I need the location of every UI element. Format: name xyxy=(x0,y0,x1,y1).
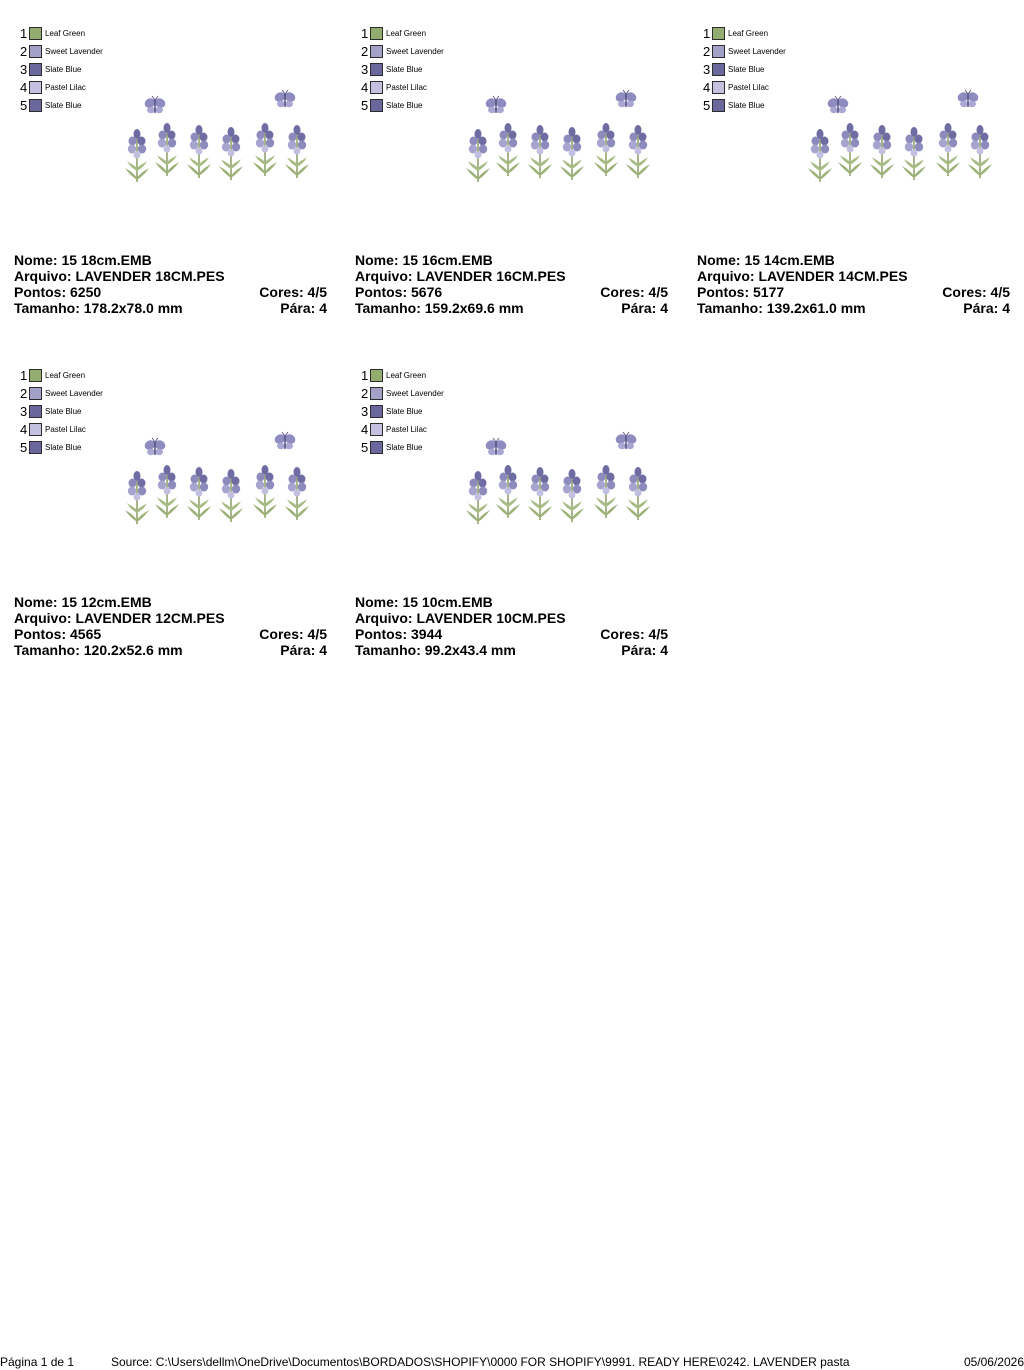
legend-number: 3 xyxy=(361,62,369,77)
legend-number: 2 xyxy=(703,44,711,59)
source-path: Source: C:\Users\dellm\OneDrive\Documentos\BORDADOS\SHOPIFY\0000 FOR SHOPIFY\9991. READY HERE\0242. LAVENDER pasta xyxy=(111,1355,850,1369)
legend-number: 5 xyxy=(361,98,369,113)
color-name: Pastel Lilac xyxy=(386,83,427,92)
lavender-embroidery-preview xyxy=(460,430,670,526)
color-swatch xyxy=(370,63,383,76)
color-swatch xyxy=(370,27,383,40)
lavender-embroidery-preview xyxy=(802,88,1012,184)
color-name: Slate Blue xyxy=(386,407,423,416)
lavender-embroidery-preview xyxy=(119,88,329,184)
legend-number: 3 xyxy=(703,62,711,77)
color-name: Leaf Green xyxy=(728,29,769,38)
color-name: Sweet Lavender xyxy=(386,389,444,398)
color-swatch xyxy=(29,405,42,418)
color-swatch xyxy=(29,45,42,58)
design-size: Tamanho: 159.2x69.6 mm xyxy=(355,300,524,316)
stop-count: Pára: 4 xyxy=(621,642,668,658)
color-name: Sweet Lavender xyxy=(45,47,103,56)
page-number: Página 1 de 1 xyxy=(0,1355,75,1369)
design-info xyxy=(14,252,327,316)
color-swatch xyxy=(29,387,42,400)
color-name: Leaf Green xyxy=(45,29,86,38)
color-name: Leaf Green xyxy=(386,371,427,380)
color-swatch xyxy=(370,423,383,436)
file-name: Arquivo: LAVENDER 16CM.PES xyxy=(355,268,566,284)
color-swatch xyxy=(29,63,42,76)
color-swatch xyxy=(712,99,725,112)
design-size: Tamanho: 178.2x78.0 mm xyxy=(14,300,183,316)
file-name: Arquivo: LAVENDER 12CM.PES xyxy=(14,610,225,626)
color-name: Slate Blue xyxy=(45,407,82,416)
stitch-count: Pontos: 6250 xyxy=(14,284,102,300)
color-name: Slate Blue xyxy=(45,101,82,110)
page-footer xyxy=(0,1354,1024,1370)
print-date: 05/06/2026 xyxy=(963,1355,1024,1369)
legend-number: 5 xyxy=(20,98,28,113)
design-name: Nome: 15 16cm.EMB xyxy=(355,252,493,268)
color-swatch xyxy=(370,81,383,94)
design-cell xyxy=(14,26,334,356)
design-cell xyxy=(355,26,675,356)
color-name: Sweet Lavender xyxy=(728,47,786,56)
file-name: Arquivo: LAVENDER 14CM.PES xyxy=(697,268,908,284)
design-cell xyxy=(697,26,1017,356)
design-name: Nome: 15 18cm.EMB xyxy=(14,252,152,268)
legend-number: 4 xyxy=(361,80,369,95)
legend-number: 4 xyxy=(361,422,369,437)
stitch-count: Pontos: 5177 xyxy=(697,284,785,300)
legend-number: 2 xyxy=(20,44,28,59)
color-name: Slate Blue xyxy=(728,65,765,74)
color-swatch xyxy=(370,405,383,418)
design-name: Nome: 15 10cm.EMB xyxy=(355,594,493,610)
color-name: Leaf Green xyxy=(45,371,86,380)
design-size: Tamanho: 99.2x43.4 mm xyxy=(355,642,516,658)
design-info xyxy=(14,594,327,658)
color-count: Cores: 4/5 xyxy=(259,284,327,300)
legend-number: 3 xyxy=(361,404,369,419)
color-count: Cores: 4/5 xyxy=(942,284,1010,300)
stop-count: Pára: 4 xyxy=(280,300,327,316)
color-name: Slate Blue xyxy=(45,65,82,74)
lavender-embroidery-preview xyxy=(460,88,670,184)
legend-number: 2 xyxy=(361,386,369,401)
color-swatch xyxy=(712,63,725,76)
legend-number: 5 xyxy=(361,440,369,455)
color-swatch xyxy=(370,99,383,112)
file-name: Arquivo: LAVENDER 18CM.PES xyxy=(14,268,225,284)
legend-number: 4 xyxy=(703,80,711,95)
color-name: Slate Blue xyxy=(728,101,765,110)
color-name: Slate Blue xyxy=(386,101,423,110)
color-swatch xyxy=(29,99,42,112)
file-name: Arquivo: LAVENDER 10CM.PES xyxy=(355,610,566,626)
color-swatch xyxy=(29,441,42,454)
color-name: Sweet Lavender xyxy=(45,389,103,398)
design-info xyxy=(355,252,668,316)
stop-count: Pára: 4 xyxy=(963,300,1010,316)
color-name: Slate Blue xyxy=(45,443,82,452)
legend-number: 1 xyxy=(361,368,369,383)
color-swatch xyxy=(370,441,383,454)
color-name: Sweet Lavender xyxy=(386,47,444,56)
color-swatch xyxy=(29,423,42,436)
stitch-count: Pontos: 3944 xyxy=(355,626,443,642)
design-name: Nome: 15 14cm.EMB xyxy=(697,252,835,268)
legend-number: 2 xyxy=(361,44,369,59)
color-swatch xyxy=(370,387,383,400)
lavender-embroidery-preview xyxy=(119,430,329,526)
color-swatch xyxy=(370,45,383,58)
stitch-count: Pontos: 4565 xyxy=(14,626,102,642)
design-info xyxy=(355,594,668,658)
color-name: Slate Blue xyxy=(386,65,423,74)
design-cell xyxy=(14,368,334,698)
color-name: Pastel Lilac xyxy=(45,425,86,434)
color-count: Cores: 4/5 xyxy=(600,284,668,300)
color-name: Pastel Lilac xyxy=(386,425,427,434)
design-name: Nome: 15 12cm.EMB xyxy=(14,594,152,610)
color-swatch xyxy=(29,27,42,40)
color-name: Leaf Green xyxy=(386,29,427,38)
design-size: Tamanho: 139.2x61.0 mm xyxy=(697,300,866,316)
legend-number: 1 xyxy=(361,26,369,41)
design-size: Tamanho: 120.2x52.6 mm xyxy=(14,642,183,658)
color-swatch xyxy=(712,81,725,94)
legend-number: 1 xyxy=(703,26,711,41)
color-swatch xyxy=(712,27,725,40)
color-name: Slate Blue xyxy=(386,443,423,452)
color-count: Cores: 4/5 xyxy=(600,626,668,642)
color-swatch xyxy=(29,369,42,382)
legend-number: 1 xyxy=(20,26,28,41)
legend-number: 4 xyxy=(20,80,28,95)
color-name: Pastel Lilac xyxy=(45,83,86,92)
color-swatch xyxy=(29,81,42,94)
stop-count: Pára: 4 xyxy=(621,300,668,316)
legend-number: 3 xyxy=(20,62,28,77)
color-count: Cores: 4/5 xyxy=(259,626,327,642)
color-name: Pastel Lilac xyxy=(728,83,769,92)
design-cell xyxy=(355,368,675,698)
legend-number: 5 xyxy=(20,440,28,455)
color-swatch xyxy=(712,45,725,58)
color-swatch xyxy=(370,369,383,382)
stitch-count: Pontos: 5676 xyxy=(355,284,443,300)
legend-number: 4 xyxy=(20,422,28,437)
design-info xyxy=(697,252,1010,316)
stop-count: Pára: 4 xyxy=(280,642,327,658)
legend-number: 5 xyxy=(703,98,711,113)
legend-number: 2 xyxy=(20,386,28,401)
legend-number: 3 xyxy=(20,404,28,419)
legend-number: 1 xyxy=(20,368,28,383)
